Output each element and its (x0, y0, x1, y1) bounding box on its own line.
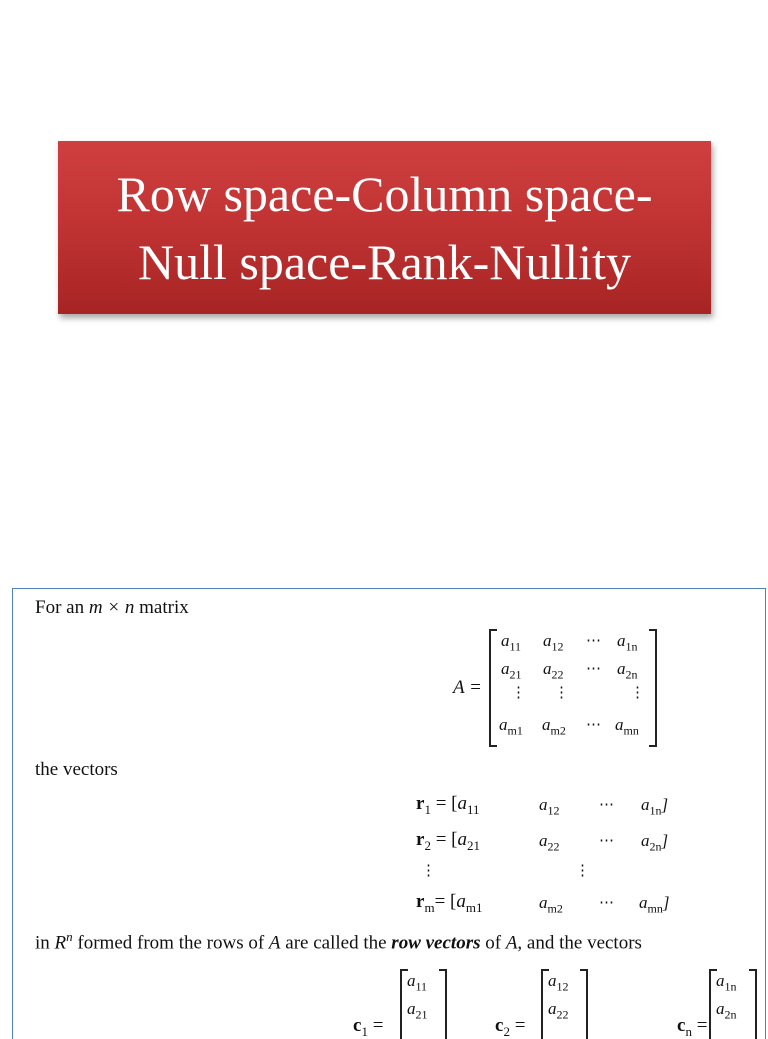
content-panel: For an m × n matrix A = $a_{11}$ $a_{12}$ ⋯ $a_{1n}$ $a_{21}$ $a_{22}$ ⋯ $a_{2n}$ ⋮ ⋮ ⋮ $a_{m1}$ $a_{m2}$ ⋯ $a_{mn}$ the vectors $r_1 = [a_{11}$ $a_{12}$ ⋯ $a_{1n}$] $r_2 = [a_{21}$ $a_{22}$ ⋯ $a_{2n}$] ⋮ ⋮ $r_m= [a_{m1}$ $a_{m2}$ ⋯ $a_{mn}$] in $R^n$ formed from the rows of A are called the row vectors of A, and the vectors $c_1$ = $a_{11}$ $a_{21}$ $c_2$ = $a_{12}$ $a_{22}$ $c_n$ = $a_{1n}$ $a_{2n}$ (12, 588, 766, 1039)
matrix-right-bracket (649, 629, 657, 747)
column-vector-1-label: $c_1$ = (353, 1015, 384, 1039)
row-vectors-definition: in $R^n$ formed from the rows of A are called the row vectors of A, and the vectors (35, 929, 642, 954)
vectors-intro: the vectors (35, 759, 118, 780)
title-line-2: Null space-Rank-Nullity (138, 233, 631, 290)
matrix-left-bracket (489, 629, 497, 747)
column-vector-n-label: $c_n$ = (677, 1015, 708, 1039)
row-vector-m: $r_m= [a_{m1}$ (416, 891, 483, 915)
matrix-a-label: A = (453, 677, 482, 698)
slide-title (58, 141, 711, 314)
row-vector-2: $r_2 = [a_{21}$ (416, 829, 480, 853)
intro-line: For an m × n matrix (35, 597, 189, 618)
column-vector-2-label: $c_2$ = (495, 1015, 526, 1039)
row-vector-1: $r_1 = [a_{11}$ (416, 793, 480, 817)
title-line-1: Row space-Column space- (116, 165, 653, 222)
